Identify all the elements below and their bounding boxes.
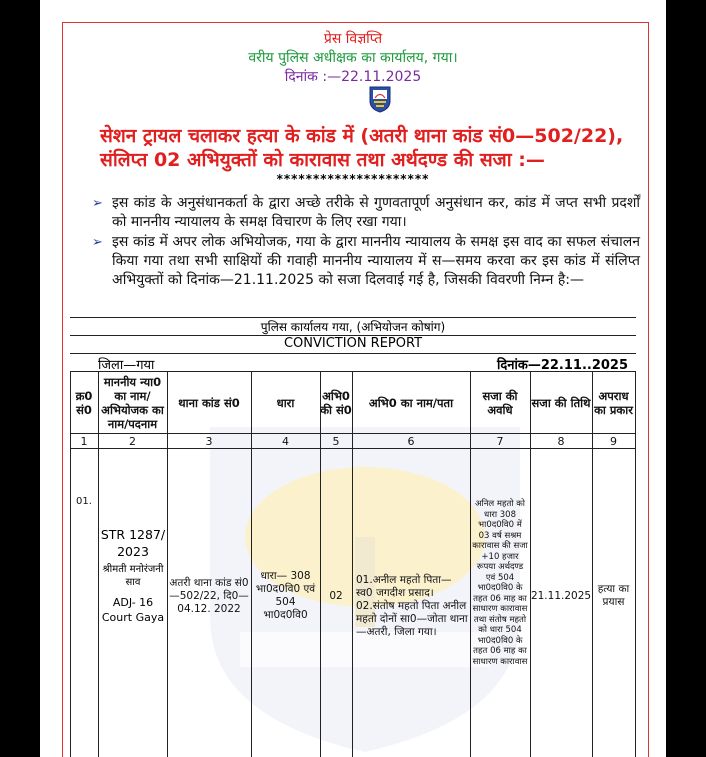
bullet-item	[92, 194, 640, 232]
conviction-report-table	[70, 317, 636, 757]
sentence-date: 21.11.2025	[530, 589, 592, 602]
accused-count: 02	[329, 589, 343, 602]
judge-name: श्रीमती मनोरंजनी साव	[102, 564, 164, 588]
column-header: थाना कांड सं0	[178, 396, 240, 410]
column-number: 9	[610, 434, 617, 448]
column-header: अभि0 की सं0	[320, 389, 352, 417]
case-number: STR 1287/ 2023	[100, 527, 166, 559]
column-header: धारा	[276, 396, 295, 410]
office-name: वरीय पुलिस अधीक्षक का कार्यालय, गया।	[248, 50, 458, 66]
column-header: अपराध का प्रकार	[594, 389, 633, 417]
column-number: 4	[282, 434, 289, 448]
report-date: दिनांक—22.11..2025	[496, 358, 628, 373]
arrow-bullet-icon: ➢	[92, 196, 103, 211]
bihar-police-emblem-icon	[367, 85, 393, 113]
column-header: अभि0 का नाम/पता	[368, 396, 454, 410]
column-header: सजा की अवधि	[482, 389, 518, 417]
bullet-text: इस कांड के अनुसंधानकर्ता के द्वारा अच्छे तरीके से गुणवतापूर्ण अनुसंधान कर, कांड में जप्त सभी प्रदर्शों को माननीय न्यायालय के समक्ष विचारण के लिए रखा गया।	[112, 195, 640, 230]
report-title: CONVICTION REPORT	[70, 335, 636, 353]
district: जिला—गया	[98, 358, 155, 373]
column-number: 2	[129, 434, 136, 448]
column-header: माननीय न्या0 का नाम/ अभियोजक का नाम/पदनाम	[101, 375, 164, 431]
release-date: दिनांक :—22.11.2025	[284, 69, 422, 85]
district-date-row	[70, 353, 636, 371]
column-number: 8	[557, 434, 565, 448]
serial-number: 01.	[76, 495, 92, 507]
press-release-label: प्रेस विज्ञप्ति	[323, 31, 383, 47]
column-number: 6	[407, 434, 415, 448]
court-cell	[100, 526, 166, 625]
court-name: ADJ- 16 Court Gaya	[101, 596, 165, 624]
bullet-item	[92, 233, 640, 290]
sections: धारा— 308 भा0द0वि0 एवं 504 भा0द0वि0	[255, 570, 316, 621]
crime-type: हत्या का प्रयास	[597, 583, 630, 608]
office-line: पुलिस कार्यालय गया, (अभियोजन कोषांग)	[70, 317, 636, 335]
separator: *********************	[276, 172, 430, 186]
report-grid	[70, 371, 636, 757]
column-number: 3	[205, 434, 213, 448]
accused-details: 01.अनील महतो पिता—स्व0 जगदीश प्रसाद। 02.संतोष महतो पिता अनील महतो दोनों सा0—जोता थाना—अतरी, जिला गया।	[356, 573, 468, 638]
arrow-bullet-icon: ➢	[92, 235, 103, 250]
thana-case: अतरी थाना कांड सं0—502/22, दि0— 04.12. 2022	[169, 576, 249, 615]
headline: सेशन ट्रायल चलाकर हत्या के कांड में (अतरी थाना कांड सं0—502/22), संलिप्त 02 अभियुक्तों को कारावास तथा अर्थदण्ड की सजा :—	[100, 125, 624, 171]
bullet-text: इस कांड में अपर लोक अभियोजक, गया के द्वारा माननीय न्यायालय के समक्ष इस वाद का सफल संचालन किया गया तथा सभी साक्षियों की गवाही माननीय न्यायालय में स—समय करवा कर इस कांड में संलिप्त अभियुक्तों को दिनांक—21.11.2025 को सजा दिलवाई गई है, जिसकी विवरणी निम्न है:—	[112, 234, 640, 288]
column-number: 5	[332, 434, 340, 448]
column-header: सजा की तिथि	[531, 396, 591, 410]
column-header: क्र0 सं0	[75, 389, 93, 417]
sentence-details: अनिल महतो को धारा 308 भा0द0वि0 में 03 वर्ष सश्रम कारावास की सजा +10 हजार रूपया अर्थदण्ड एवं 504 भा0द0वि0 के तहत 06 माह का साधारण कारावास तथा संतोष महतो को धारा 504 भा0द0वि0 के तहत 06 माह का साधारण कारावास	[472, 499, 528, 667]
column-number: 7	[496, 434, 504, 448]
column-number: 1	[80, 434, 88, 448]
press-release-page	[40, 0, 666, 757]
